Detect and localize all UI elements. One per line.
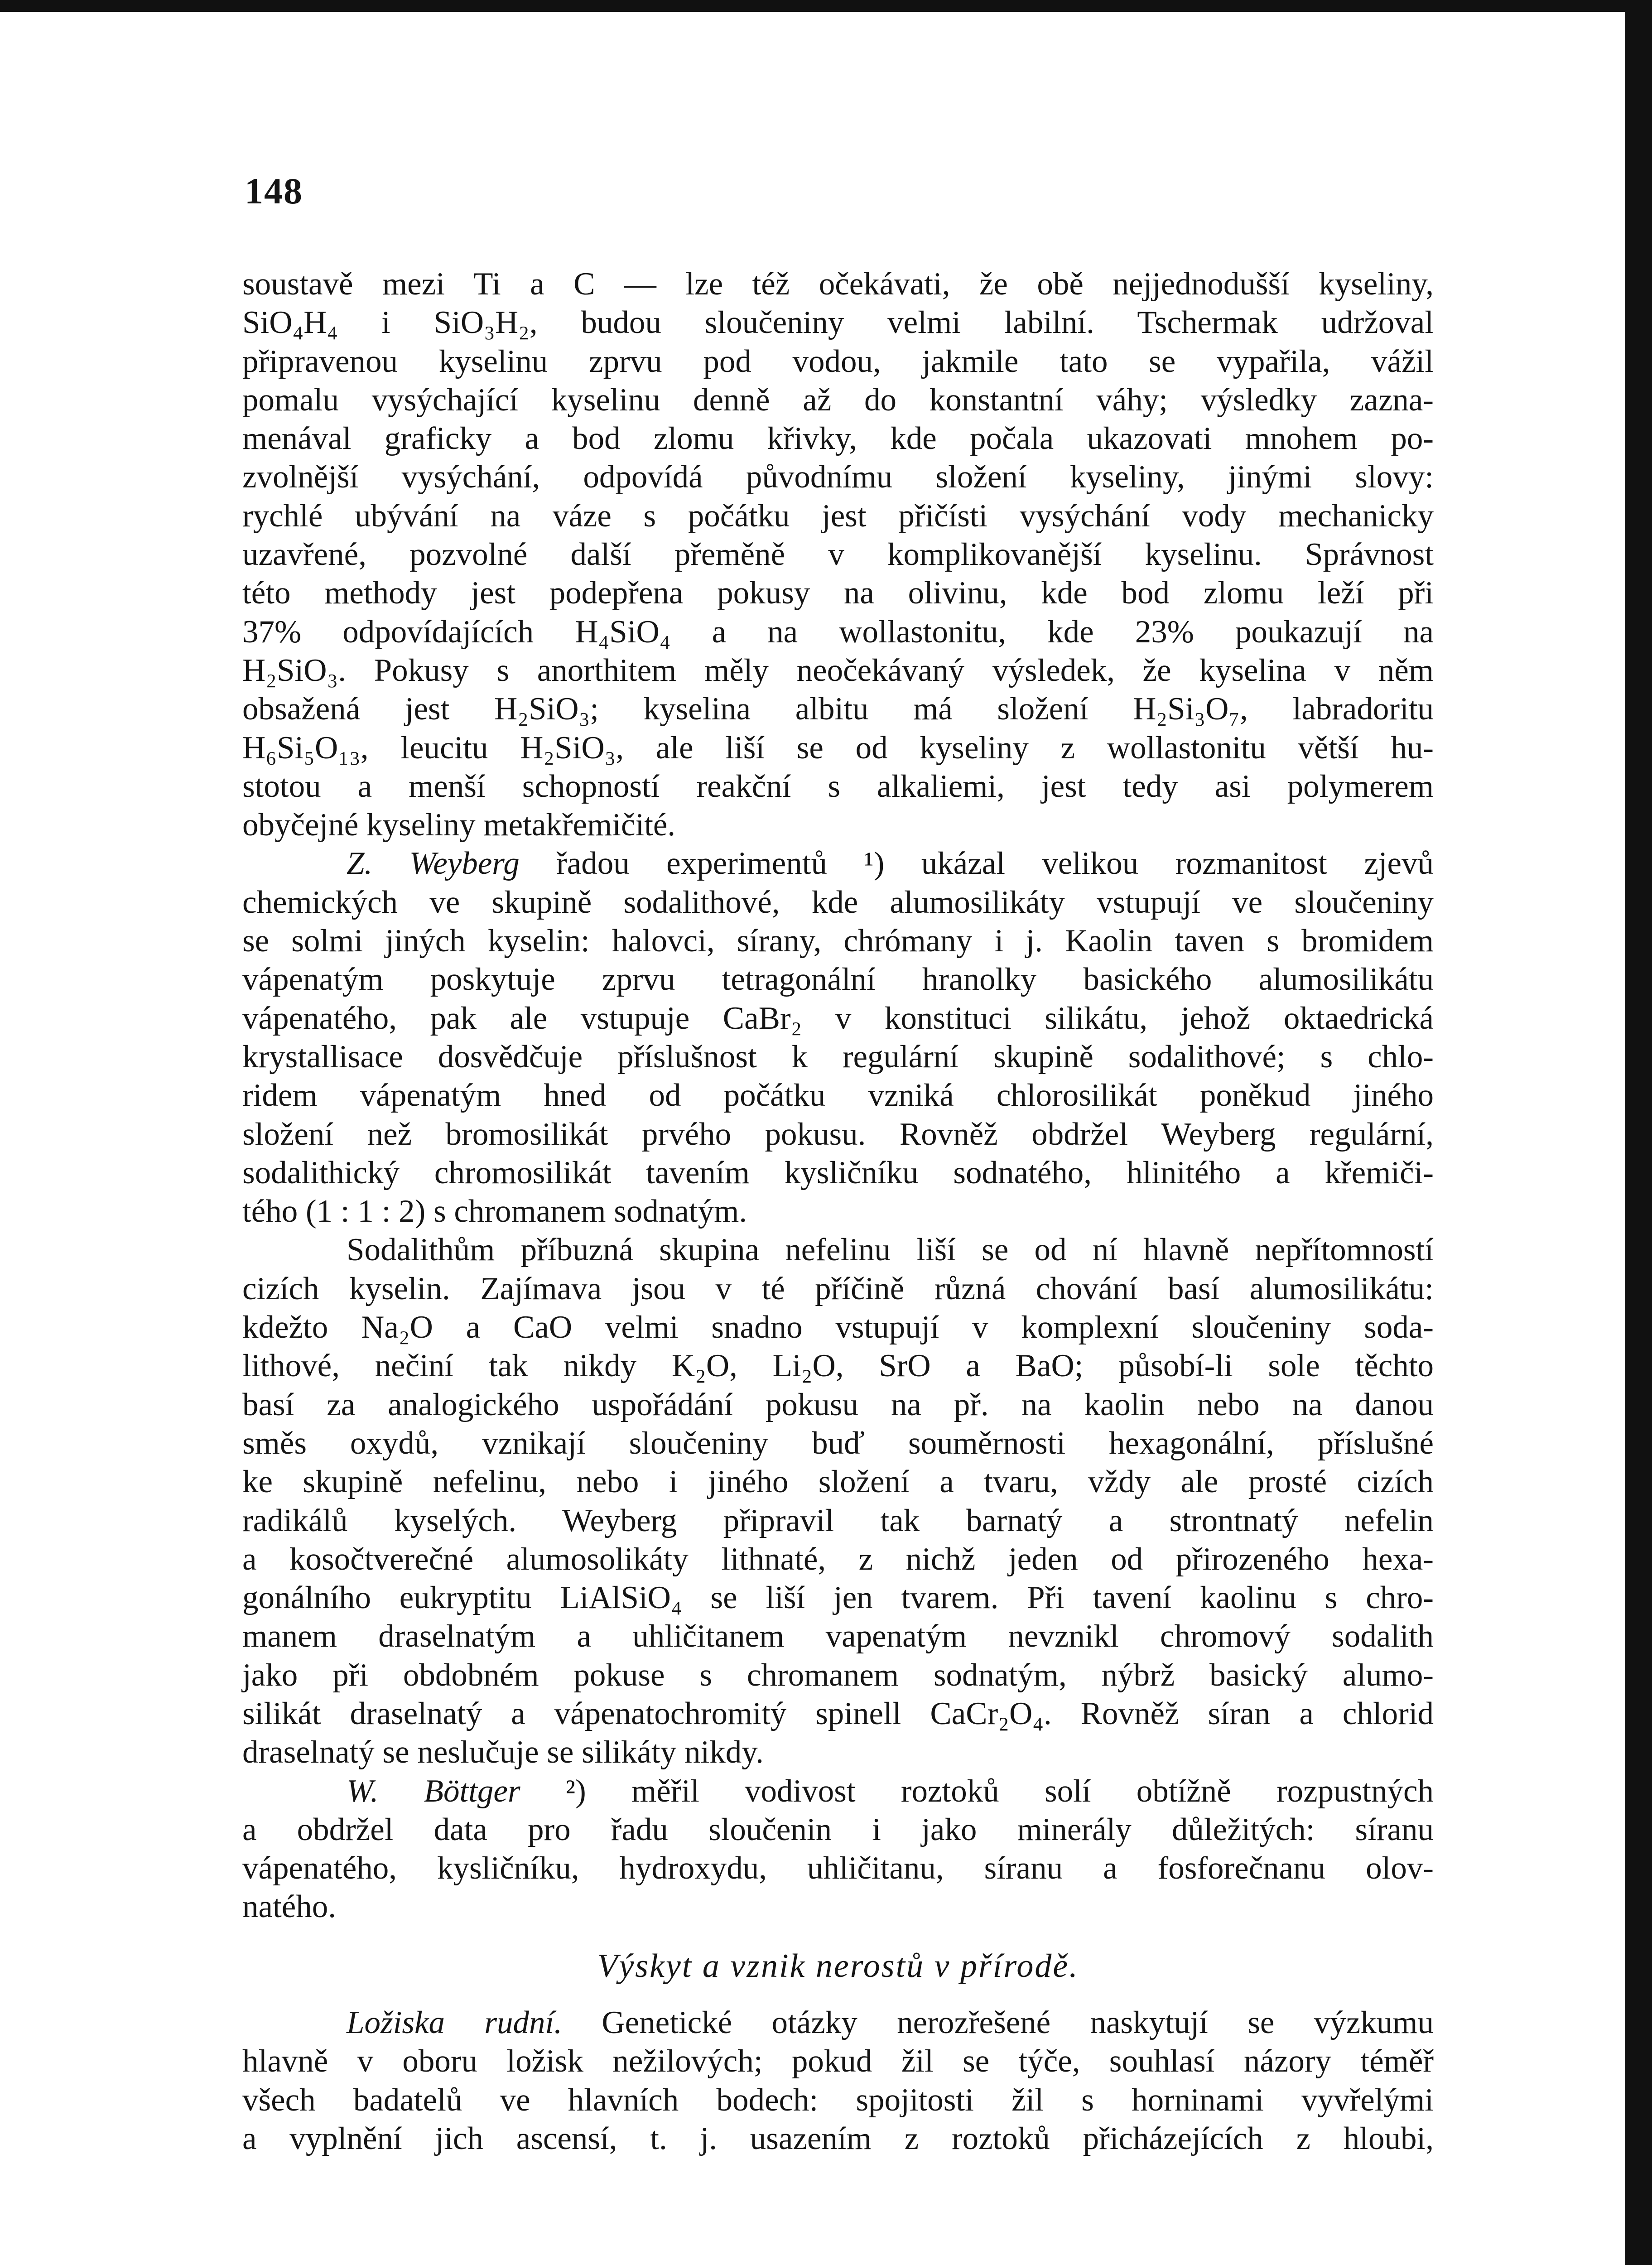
text-line: soustavě mezi Ti a C — lze též očekávati, že obě nejjednodušší kyseliny,: [242, 266, 1434, 302]
text-line: se solmi jiných kyselin: halovci, sírany, chrómany i j. Kaolin taven s bromidem: [242, 923, 1434, 959]
text-line: menával graficky a bod zlomu křivky, kde počala ukazovati mnohem po-: [242, 421, 1434, 457]
text-line: hlavně v oboru ložisk nežilových; pokud žil se týče, souhlasí názory téměř: [242, 2043, 1434, 2079]
text-line: obyčejné kyseliny metakřemičité.: [242, 807, 676, 843]
text-fragment: Genetické otázky nerozřešené naskytují se výzkumu: [562, 2005, 1434, 2041]
text-line: složení než bromosilikát prvého pokusu. Rovněž obdržel Weyberg regulární,: [242, 1116, 1434, 1152]
text-line: připravenou kyselinu zprvu pod vodou, jakmile tato se vypařila, vážil: [242, 343, 1434, 379]
text-line: uzavřené, pozvolné další přeměně v komplikovanější kyselinu. Správnost: [242, 537, 1434, 573]
text-line: radikálů kyselých. Weyberg připravil tak barnatý a strontnatý nefelin: [242, 1503, 1434, 1538]
text-line: SiO₄H₄ i SiO₃H₂, budou sloučeniny velmi labilní. Tschermak udržoval: [242, 305, 1434, 341]
text-line: a vyplnění jich ascensí, t. j. usazením z roztoků přicházejících z hloubi,: [242, 2120, 1434, 2156]
paragraph-weyberg: [242, 844, 1434, 1231]
text-line: krystallisace dosvědčuje příslušnost k regulární skupině sodalithové; s chlo-: [242, 1039, 1434, 1075]
text-line: H₆Si₅O₁₃, leucitu H₂SiO₃, ale liší se od kyseliny z wollastonitu větší hu-: [242, 730, 1434, 766]
section-heading: Výskyt a vznik nerostů v přírodě.: [597, 1947, 1079, 1985]
text-fragment: řadou experimentů ¹) ukázal velikou rozmanitost zjevů: [519, 846, 1434, 882]
paragraph-1: [242, 265, 1434, 844]
text-line: chemických ve skupině sodalithové, kde alumosilikáty vstupují ve sloučeniny: [242, 884, 1434, 920]
text-line: jako při obdobném pokuse s chromanem sodnatým, nýbrž basický alumo-: [242, 1657, 1434, 1693]
text-line: [242, 1772, 1434, 1811]
text-line: 37% odpovídajících H₄SiO₄ a na wollastonitu, kde 23% poukazují na: [242, 614, 1434, 650]
text-line: silikát draselnatý a vápenatochromitý spinell CaCr₂O₄. Rovněž síran a chlorid: [242, 1696, 1434, 1731]
author-name: Z. Weyberg: [347, 846, 520, 882]
text-line: směs oxydů, vznikají sloučeniny buď souměrnosti hexagonální, příslušné: [242, 1425, 1434, 1461]
body-text: [242, 265, 1434, 2158]
text-line: cizích kyselin. Zajímava jsou v té příčině různá chování basí alumosilikátu:: [242, 1271, 1434, 1306]
text-line: vápenatým poskytuje zprvu tetragonální hranolky basického alumosilikátu: [242, 962, 1434, 998]
paragraph-loziska: [242, 2004, 1434, 2158]
text-line: tého (1 : 1 : 2) s chromanem sodnatým.: [242, 1194, 747, 1229]
lead-term: Ložiska rudní.: [347, 2005, 562, 2041]
paragraph-bottger: [242, 1772, 1434, 1927]
text-line: ke skupině nefelinu, nebo i jiného složení a tvaru, vždy ale prosté cizích: [242, 1464, 1434, 1500]
paragraph-nefelin: [242, 1231, 1434, 1772]
text-line: ridem vápenatým hned od počátku vzniká chlorosilikát poněkud jiného: [242, 1078, 1434, 1113]
text-line: draselnatý se neslučuje se silikáty nikdy.: [242, 1735, 764, 1770]
text-line: [242, 2004, 1434, 2042]
author-name: W. Böttger: [347, 1773, 520, 1809]
text-line: rychlé ubývání na váze s počátku jest přičísti vysýchání vody mechanicky: [242, 498, 1434, 534]
text-line: lithové, nečiní tak nikdy K₂O, Li₂O, SrO a BaO; působí-li sole těchto: [242, 1348, 1434, 1384]
text-line: natého.: [242, 1889, 337, 1925]
text-line: vápenatého, kysličníku, hydroxydu, uhličitanu, síranu a fosforečnanu olov-: [242, 1851, 1434, 1886]
text-line: H₂SiO₃. Pokusy s anorthitem měly neočekávaný výsledek, že kyselina v něm: [242, 652, 1434, 688]
text-fragment: ²) měřil vodivost roztoků solí obtížně rozpustných: [520, 1773, 1434, 1809]
text-line: všech badatelů ve hlavních bodech: spojitosti žil s horninami vyvřelými: [242, 2082, 1434, 2118]
text-line: této methody jest podepřena pokusy na olivinu, kde bod zlomu leží při: [242, 575, 1434, 611]
text-line: kdežto Na₂O a CaO velmi snadno vstupují v komplexní sloučeniny soda-: [242, 1310, 1434, 1345]
text-line: sodalithický chromosilikát tavením kysličníku sodnatého, hlinitého a křemiči-: [242, 1155, 1434, 1190]
page-number: 148: [245, 170, 303, 212]
text-line: pomalu vysýchající kyselinu denně až do konstantní váhy; výsledky zazna-: [242, 382, 1434, 418]
text-line: [242, 844, 1434, 883]
text-line: Sodalithům příbuzná skupina nefelinu liší se od ní hlavně nepřítomností: [347, 1232, 1434, 1268]
text-line: manem draselnatým a uhličitanem vapenatým nevznikl chromový sodalith: [242, 1619, 1434, 1654]
text-line: obsažená jest H₂SiO₃; kyselina albitu má složení H₂Si₃O₇, labradoritu: [242, 691, 1434, 727]
text-line: vápenatého, pak ale vstupuje CaBr₂ v konstituci silikátu, jehož oktaedrická: [242, 1000, 1434, 1036]
text-line: a kosočtverečné alumosolikáty lithnaté, z nichž jeden od přirozeného hexa-: [242, 1541, 1434, 1577]
text-line: a obdržel data pro řadu sloučenin i jako minerály důležitých: síranu: [242, 1812, 1434, 1847]
text-line: stotou a menší schopností reakční s alkaliemi, jest tedy asi polymerem: [242, 768, 1434, 804]
text-line: basí za analogického uspořádání pokusu na př. na kaolin nebo na danou: [242, 1387, 1434, 1422]
text-line: zvolnější vysýchání, odpovídá původnímu složení kyseliny, jinými slovy:: [242, 459, 1434, 495]
text-line: gonálního eukryptitu LiAlSiO₄ se liší jen tvarem. Při tavení kaolinu s chro-: [242, 1580, 1434, 1616]
